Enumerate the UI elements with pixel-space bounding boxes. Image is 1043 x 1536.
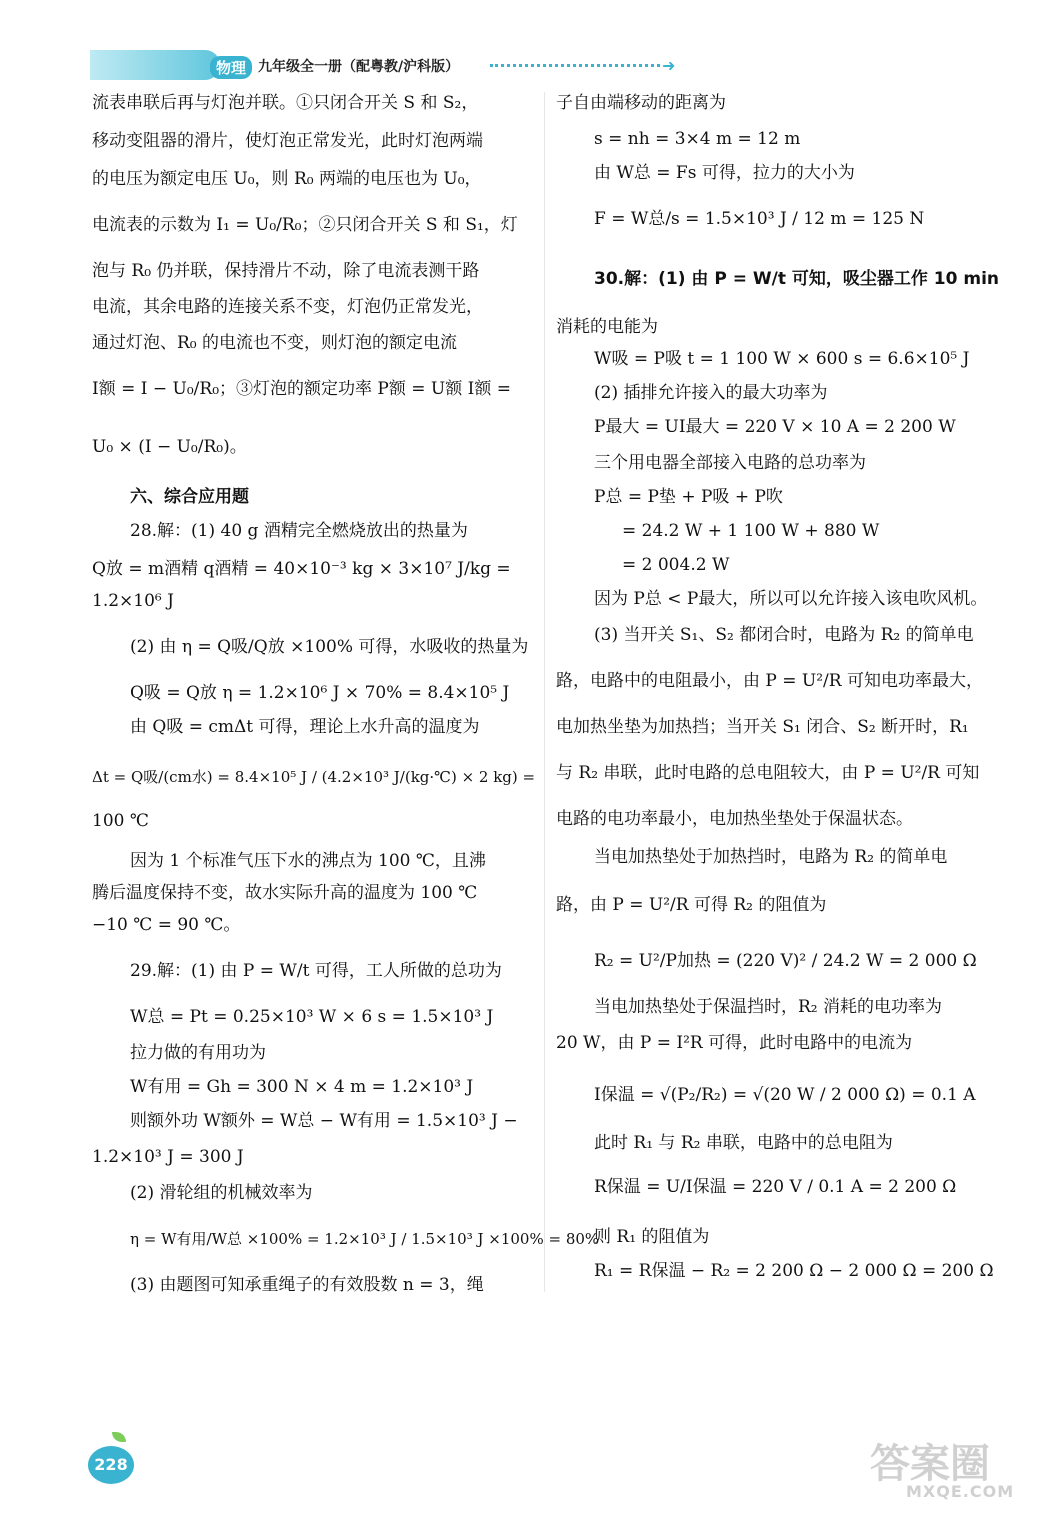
text-line: 电流，其余电路的连接关系不变，灯泡仍正常发光， — [92, 297, 483, 317]
text-line: W总 = Pt = 0.25×10³ W × 6 s = 1.5×10³ J — [130, 1007, 494, 1027]
text-line: 因为 P总 < P最大，所以可以允许接入该电吹风机。 — [594, 589, 988, 609]
book-title: 九年级全一册（配粤教/沪科版） — [258, 59, 460, 75]
leaf-icon — [112, 1432, 126, 1442]
text-line: 当电加热垫处于加热挡时，电路为 R₂ 的简单电 — [594, 847, 948, 867]
text-line: −10 ℃ = 90 ℃。 — [92, 915, 241, 935]
text-line: R₂ = U²/P加热 = (220 V)² / 24.2 W = 2 000 Ω — [594, 951, 977, 971]
text-line: 电加热坐垫为加热挡；当开关 S₁ 闭合、S₂ 断开时，R₁ — [556, 717, 969, 737]
page-header — [90, 44, 690, 84]
text-line: 与 R₂ 串联，此时电路的总电阻较大，由 P = U²/R 可知 — [556, 763, 980, 783]
text-line: 28.解：(1) 40 g 酒精完全燃烧放出的热量为 — [130, 521, 468, 541]
text-line: 消耗的电能为 — [556, 317, 658, 337]
text-line: Q放 = m酒精 q酒精 = 40×10⁻³ kg × 3×10⁷ J/kg = — [92, 559, 511, 579]
text-line: s = nh = 3×4 m = 12 m — [594, 129, 801, 149]
watermark-text: 答案圈 — [870, 1441, 990, 1487]
text-line: (2) 滑轮组的机械效率为 — [130, 1183, 313, 1203]
text-line: F = W总/s = 1.5×10³ J / 12 m = 125 N — [594, 209, 925, 229]
text-line: 由 W总 = Fs 可得，拉力的大小为 — [594, 163, 855, 183]
text-line: 由 Q吸 = cmΔt 可得，理论上水升高的温度为 — [130, 717, 480, 737]
text-line: = 24.2 W + 1 100 W + 880 W — [622, 521, 880, 541]
text-line: Δt = Q吸/(cm水) = 8.4×10⁵ J / (4.2×10³ J/(kg·℃) × 2 kg) = — [92, 768, 536, 786]
text-line: P总 = P垫 + P吸 + P吹 — [594, 487, 783, 507]
text-line: (2) 插排允许接入的最大功率为 — [594, 383, 828, 403]
text-line: W吸 = P吸 t = 1 100 W × 600 s = 6.6×10⁵ J — [594, 349, 970, 369]
text-line: 移动变阻器的滑片，使灯泡正常发光，此时灯泡两端 — [92, 131, 483, 151]
watermark — [870, 1432, 1015, 1501]
text-line: 100 ℃ — [92, 811, 149, 831]
text-line: 电路的电功率最小，电加热坐垫处于保温状态。 — [556, 809, 913, 829]
arrow-right-icon: ➜ — [662, 56, 676, 75]
text-line: 路，电路中的电阻最小，由 P = U²/R 可知电功率最大， — [556, 671, 983, 691]
text-line: Q吸 = Q放 η = 1.2×10⁶ J × 70% = 8.4×10⁵ J — [130, 683, 510, 703]
text-line: 电流表的示数为 I₁ = U₀/R₀；②只闭合开关 S 和 S₁，灯 — [92, 215, 518, 235]
text-line: 泡与 R₀ 仍并联，保持滑片不动，除了电流表测干路 — [92, 261, 480, 281]
header-swoosh-decoration — [90, 50, 220, 80]
text-line: R₁ = R保温 − R₂ = 2 200 Ω − 2 000 Ω = 200 Ω — [594, 1261, 994, 1281]
text-line: 腾后温度保持不变，故水实际升高的温度为 100 ℃ — [92, 883, 478, 903]
watermark-url: MXQE.COM — [906, 1482, 1015, 1501]
text-line: P最大 = UI最大 = 220 V × 10 A = 2 200 W — [594, 417, 956, 437]
text-line: 1.2×10⁶ J — [92, 591, 174, 611]
text-line: 此时 R₁ 与 R₂ 串联，电路中的总电阻为 — [594, 1133, 893, 1153]
text-line: 三个用电器全部接入电路的总功率为 — [594, 453, 866, 473]
header-dotted-line — [490, 64, 660, 67]
text-line: 29.解：(1) 由 P = W/t 可得，工人所做的总功为 — [130, 961, 502, 981]
text-line: U₀ × (I − U₀/R₀)。 — [92, 437, 247, 457]
text-line: 则额外功 W额外 = W总 − W有用 = 1.5×10³ J − — [130, 1111, 518, 1131]
text-line: (3) 由题图可知承重绳子的有效股数 n = 3，绳 — [130, 1275, 484, 1295]
text-line: 拉力做的有用功为 — [130, 1043, 266, 1063]
text-line: 当电加热垫处于保温挡时，R₂ 消耗的电功率为 — [594, 997, 943, 1017]
text-line: 子自由端移动的距离为 — [556, 93, 726, 113]
text-line: I额 = I − U₀/R₀；③灯泡的额定功率 P额 = U额 I额 = — [92, 379, 512, 399]
text-line: 的电压为额定电压 U₀，则 R₀ 两端的电压也为 U₀， — [92, 169, 482, 189]
text-line: W有用 = Gh = 300 N × 4 m = 1.2×10³ J — [130, 1077, 474, 1097]
text-line: η = W有用/W总 ×100% = 1.2×10³ J / 1.5×10³ J ×100% = 80% — [130, 1230, 600, 1248]
text-line: 30.解：(1) 由 P = W/t 可知，吸尘器工作 10 min — [594, 269, 1000, 289]
page-number: 228 — [88, 1446, 134, 1484]
section-heading: 六、综合应用题 — [130, 487, 249, 507]
subject-badge: 物理 — [210, 56, 252, 79]
text-line: 因为 1 个标准气压下水的沸点为 100 ℃，且沸 — [130, 851, 486, 871]
column-divider — [544, 92, 545, 1292]
text-line: 则 R₁ 的阻值为 — [594, 1227, 710, 1247]
text-line: 1.2×10³ J = 300 J — [92, 1147, 244, 1167]
text-line: = 2 004.2 W — [622, 555, 730, 575]
text-line: 路，由 P = U²/R 可得 R₂ 的阻值为 — [556, 895, 827, 915]
text-line: 流表串联后再与灯泡并联。①只闭合开关 S 和 S₂， — [92, 93, 479, 113]
text-line: (3) 当开关 S₁、S₂ 都闭合时，电路为 R₂ 的简单电 — [594, 625, 974, 645]
text-line: 通过灯泡、R₀ 的电流也不变，则灯泡的额定电流 — [92, 333, 458, 353]
text-line: I保温 = √(P₂/R₂) = √(20 W / 2 000 Ω) = 0.1 A — [594, 1085, 976, 1105]
text-line: (2) 由 η = Q吸/Q放 ×100% 可得，水吸收的热量为 — [130, 637, 529, 657]
text-line: 20 W，由 P = I²R 可得，此时电路中的电流为 — [556, 1033, 913, 1053]
text-line: R保温 = U/I保温 = 220 V / 0.1 A = 2 200 Ω — [594, 1177, 957, 1197]
